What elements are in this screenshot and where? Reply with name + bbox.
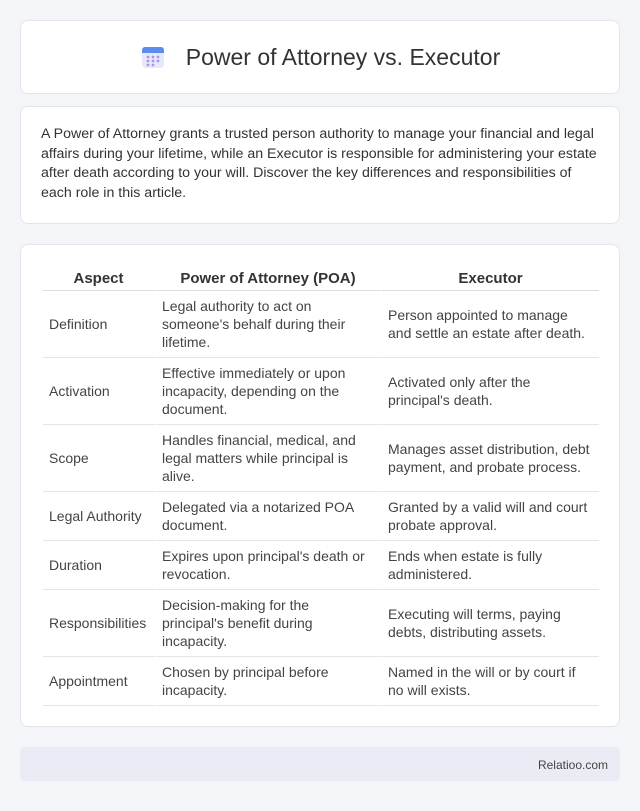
header-poa: Power of Attorney (POA) [156,265,382,291]
page-title: Power of Attorney vs. Executor [185,43,501,70]
aspect-cell: Activation [43,358,156,425]
aspect-cell: Legal Authority [43,492,156,541]
table-header-row [43,265,599,291]
header-aspect: Aspect [43,265,156,291]
table-row [43,590,599,657]
executor-cell: Granted by a valid will and court probate approval. [382,492,599,541]
executor-cell: Manages asset distribution, debt payment, and probate process. [382,425,599,492]
aspect-cell: Scope [43,425,156,492]
comparison-table-card [20,244,620,727]
intro-text: A Power of Attorney grants a trusted person authority to manage your financial and legal affairs during your lifetime, while an Executor is responsible for administering your estate after death according to your will. Discover the key differences and responsibilities of each role in this article. [41,126,597,201]
footer [20,747,620,781]
aspect-cell: Appointment [43,657,156,706]
aspect-cell: Definition [43,291,156,358]
poa-cell: Effective immediately or upon incapacity, depending on the document. [156,358,382,425]
poa-cell: Chosen by principal before incapacity. [156,657,382,706]
table-row [43,492,599,541]
executor-cell: Executing will terms, paying debts, distributing assets. [382,590,599,657]
table-row [43,291,599,358]
executor-cell: Activated only after the principal's death. [382,358,599,425]
executor-cell: Ends when estate is fully administered. [382,541,599,590]
executor-cell: Named in the will or by court if no will exists. [382,657,599,706]
table-row [43,425,599,492]
aspect-cell: Responsibilities [43,590,156,657]
table-row [43,358,599,425]
poa-cell: Legal authority to act on someone's behalf during their lifetime. [156,291,382,358]
header-executor: Executor [382,265,599,291]
calendar-icon [140,44,166,70]
intro-card [20,106,620,224]
comparison-table [43,265,599,706]
table-row [43,541,599,590]
footer-brand: Relatioo.com [537,758,608,772]
poa-cell: Expires upon principal's death or revocation. [156,541,382,590]
poa-cell: Handles financial, medical, and legal matters while principal is alive. [156,425,382,492]
aspect-cell: Duration [43,541,156,590]
header-card [20,20,620,94]
table-row [43,657,599,706]
executor-cell: Person appointed to manage and settle an estate after death. [382,291,599,358]
poa-cell: Delegated via a notarized POA document. [156,492,382,541]
poa-cell: Decision-making for the principal's benefit during incapacity. [156,590,382,657]
